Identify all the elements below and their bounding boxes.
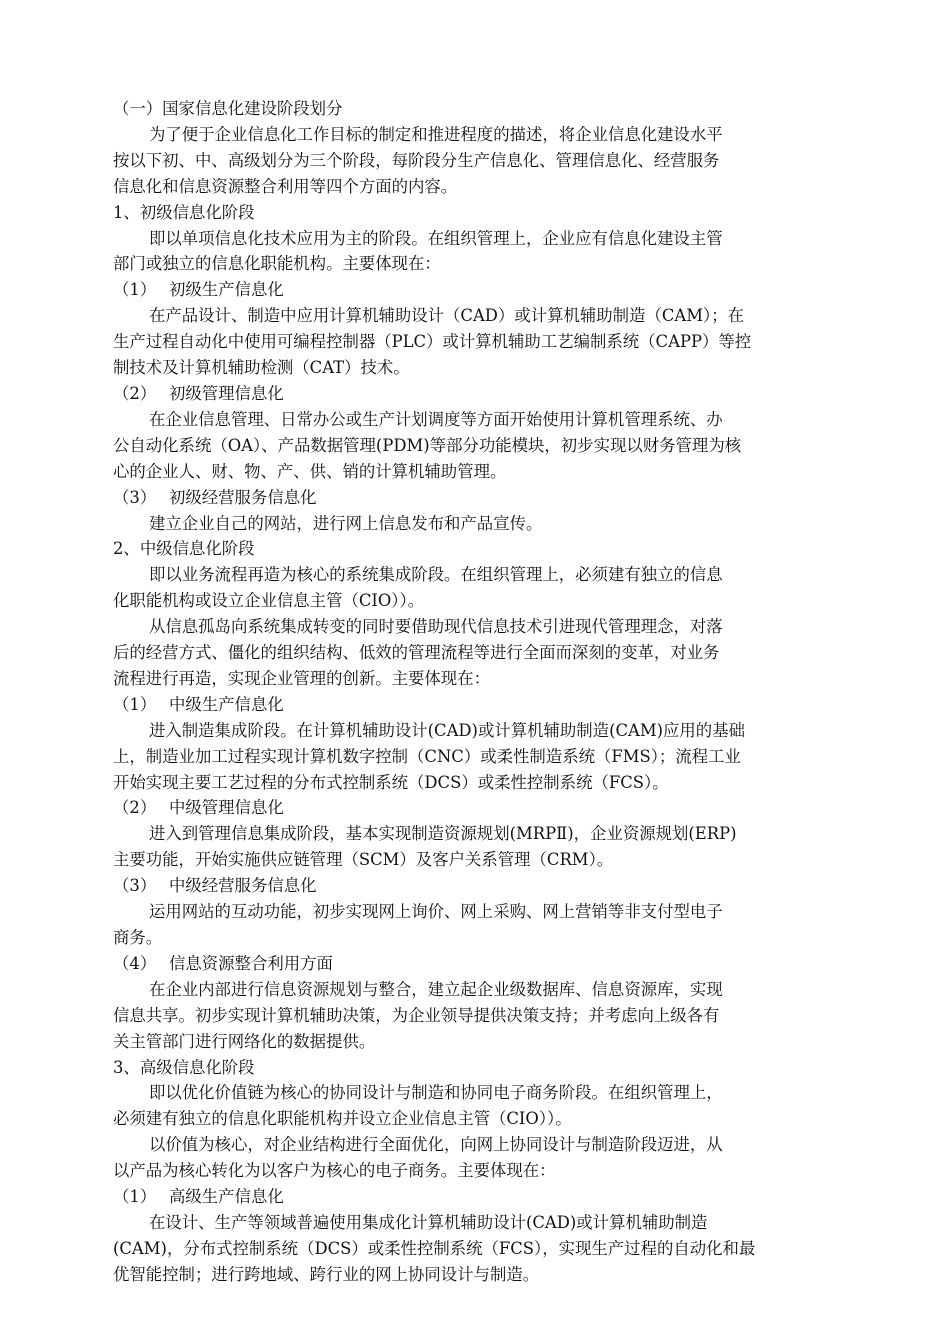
paragraph [113,718,837,796]
paragraph [113,1080,837,1132]
subsection-number: （1） [113,694,157,714]
paragraph-line: 在企业信息管理、日常办公或生产计划调度等方面开始使用计算机管理系统、办 [149,409,723,429]
subsection-number: （4） [113,953,157,973]
subsection-heading [113,951,837,977]
subsection-number: （2） [113,798,157,818]
stage-heading: 2、中级信息化阶段 [113,539,255,559]
paragraph-line: 以价值为核心，对企业结构进行全面优化，向网上协同设计与制造阶段迈进，从 [149,1135,723,1155]
subsection-heading [113,485,837,511]
subsection-title: 中级管理信息化 [169,798,284,818]
paragraph-line: 优智能控制；进行跨地域、跨行业的网上协同设计与制造。 [113,1264,540,1284]
subsection-title: 初级管理信息化 [169,383,284,403]
document-body [113,122,837,1288]
paragraph-line: 以产品为核心转化为以客户为核心的电子商务。主要体现在： [113,1161,556,1181]
paragraph-line: 即以单项信息化技术应用为主的阶段。在组织管理上，企业应有信息化建设主管 [149,228,723,248]
paragraph-line: 进入到管理信息集成阶段，基本实现制造资源规划(MRPⅡ)，企业资源规划(ERP) [149,824,737,844]
subsection-title: 初级生产信息化 [169,280,284,300]
paragraph [113,407,837,485]
subsection-number: （1） [113,1187,157,1207]
paragraph-line: (CAM)，分布式控制系统（DCS）或柔性控制系统（FCS），实现生产过程的自动化和最 [113,1238,756,1258]
paragraph [113,1132,837,1184]
subsection-number: （3） [113,876,157,896]
paragraph-line: 化职能机构或设立企业信息主管（CIO））。 [113,591,425,611]
paragraph-line: 即以业务流程再造为核心的系统集成阶段。在组织管理上，必须建有独立的信息 [149,565,723,585]
paragraph [113,226,837,278]
subsection-heading [113,692,837,718]
paragraph [113,821,837,873]
paragraph-line: 流程进行再造，实现企业管理的创新。主要体现在： [113,668,490,688]
paragraph [113,977,837,1055]
subsection-title: 中级经营服务信息化 [169,876,317,896]
subsection-title: 信息资源整合利用方面 [169,953,333,973]
section-title: （一）国家信息化建设阶段划分 [113,99,343,118]
paragraph [113,511,837,537]
paragraph-line: 心的企业人、财、物、产、供、销的计算机辅助管理。 [113,461,507,481]
paragraph-line: 生产过程自动化中使用可编程控制器（PLC）或计算机辅助工艺编制系统（CAPP）等控 [113,332,752,352]
paragraph-line: 关主管部门进行网络化的数据提供。 [113,1031,376,1051]
paragraph-line: 主要功能，开始实施供应链管理（SCM）及客户关系管理（CRM）。 [113,850,614,870]
subsection-title: 高级生产信息化 [169,1187,284,1207]
paragraph-line: 建立企业自己的网站，进行网上信息发布和产品宣传。 [149,513,543,533]
paragraph-line: 后的经营方式、僵化的组织结构、低效的管理流程等进行全面而深刻的变革，对业务 [113,643,720,663]
document-page [113,96,837,1288]
paragraph-line: 上，制造业加工过程实现计算机数字控制（CNC）或柔性制造系统（FMS）；流程工业 [113,746,741,766]
paragraph-line: 部门或独立的信息化职能机构。主要体现在： [113,254,441,274]
subsection-title: 中级生产信息化 [169,694,284,714]
paragraph [113,303,837,381]
paragraph-line: 为了便于企业信息化工作目标的制定和推进程度的描述，将企业信息化建设水平 [149,124,723,144]
paragraph-line: 制技术及计算机辅助检测（CAT）技术。 [113,358,410,378]
paragraph-line: 公自动化系统（OA）、产品数据管理(PDM)等部分功能模块，初步实现以财务管理为核 [113,435,742,455]
paragraph-line: 即以优化价值链为核心的协同设计与制造和协同电子商务阶段。在组织管理上， [149,1083,723,1103]
paragraph-line: 运用网站的互动功能，初步实现网上询价、网上采购、网上营销等非支付型电子 [149,902,723,922]
paragraph-line: 在产品设计、制造中应用计算机辅助设计（CAD）或计算机辅助制造（CAM）；在 [149,306,744,326]
paragraph-line: 信息化和信息资源整合利用等四个方面的内容。 [113,176,458,196]
paragraph [113,1210,837,1288]
paragraph-line: 信息共享。初步实现计算机辅助决策，为企业领导提供决策支持；并考虑向上级各有 [113,1005,720,1025]
paragraph [113,614,837,692]
paragraph-line: 在企业内部进行信息资源规划与整合，建立起企业级数据库、信息资源库，实现 [149,979,723,999]
paragraph-line: 在设计、生产等领域普遍使用集成化计算机辅助设计(CAD)或计算机辅助制造 [149,1212,708,1232]
paragraph [113,899,837,951]
paragraph-line: 按以下初、中、高级划分为三个阶段，每阶段分生产信息化、管理信息化、经营服务 [113,150,720,170]
subsection-heading [113,1184,837,1210]
paragraph-line: 商务。 [113,928,163,947]
paragraph-line: 进入制造集成阶段。在计算机辅助设计(CAD)或计算机辅助制造(CAM)应用的基础 [149,720,745,740]
subsection-number: （2） [113,383,157,403]
subsection-heading [113,873,837,899]
paragraph [113,562,837,614]
paragraph-line: 必须建有独立的信息化职能机构并设立企业信息主管（CIO））。 [113,1109,572,1129]
subsection-title: 初级经营服务信息化 [169,487,317,507]
paragraph [113,122,837,200]
subsection-heading [113,381,837,407]
stage-heading: 1、初级信息化阶段 [113,202,255,222]
subsection-number: （3） [113,487,157,507]
subsection-heading [113,277,837,303]
stage-heading: 3、高级信息化阶段 [113,1057,255,1077]
paragraph-line: 开始实现主要工艺过程的分布式控制系统（DCS）或柔性控制系统（FCS）。 [113,772,669,792]
subsection-number: （1） [113,280,157,300]
paragraph-line: 从信息孤岛向系统集成转变的同时要借助现代信息技术引进现代管理理念，对落 [149,617,723,637]
subsection-heading [113,795,837,821]
